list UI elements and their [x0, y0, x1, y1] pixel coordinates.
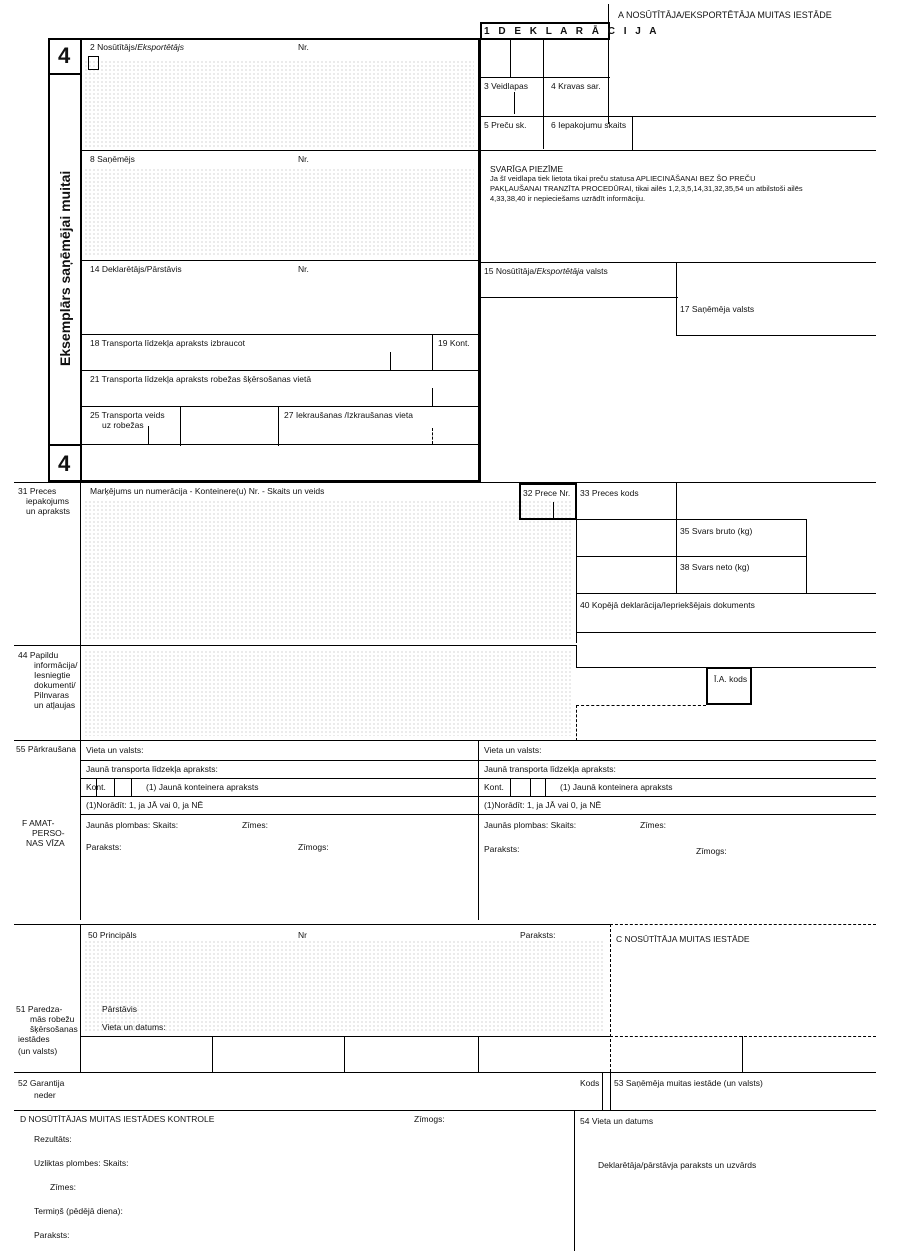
box50-sign: Paraksts: — [520, 930, 556, 940]
box52-label-2: neder — [34, 1090, 56, 1100]
rule — [576, 705, 577, 741]
box44-label-4: dokumenti/ — [34, 680, 76, 690]
rule — [80, 260, 480, 261]
copy-number-bottom: 4 — [58, 451, 71, 476]
box-d-seals: Uzliktas plombes: Skaits: — [34, 1158, 129, 1168]
rule — [510, 40, 511, 78]
box52-label-1: 52 Garantija — [18, 1078, 65, 1088]
box44-label-5: Pilnvaras — [34, 690, 69, 700]
rule — [14, 740, 876, 741]
rule — [576, 519, 806, 520]
box27-label: 27 Iekraušanas /Izkraušanas vieta — [284, 410, 413, 420]
box-f-sign-right: Paraksts: — [484, 844, 520, 854]
box55-container-right: (1) Jaunā konteinera apraksts — [560, 782, 673, 792]
rule — [80, 740, 81, 920]
rule — [676, 335, 876, 336]
box51-label-3: šķērsošanas — [30, 1024, 78, 1034]
box-c-label: C NOSŪTĪTĀJA MUITAS IESTĀDE — [616, 934, 750, 944]
rule — [432, 334, 433, 371]
box-d-result: Rezultāts: — [34, 1134, 72, 1144]
rule — [14, 924, 610, 925]
box50-representative: Pārstāvis — [102, 1004, 137, 1014]
scan-noise — [84, 60, 474, 148]
rule — [543, 40, 544, 78]
box4-label: 4 Kravas sar. — [551, 81, 601, 91]
box2-label — [90, 42, 184, 52]
rule — [80, 150, 876, 151]
rule — [80, 924, 81, 1072]
box3-label: 3 Veidlapas — [484, 81, 528, 91]
box50-nr: Nr — [298, 930, 307, 940]
rule — [610, 1036, 876, 1037]
rule — [80, 796, 876, 797]
rule — [80, 370, 480, 371]
box55-note-left: (1)Norādīt: 1, ja JĀ vai 0, ja NĒ — [86, 800, 204, 810]
box-f-label-3: NAS VĪZA — [26, 838, 65, 848]
box-f-seals-right: Jaunās plombas: Skaits: — [484, 820, 577, 830]
note-line-2: PAKĻAUŠANAI TRANZĪTA PROCEDŪRAI, tikai ailēs 1,2,3,5,14,31,32,35,54 un atbilstoši ailēs — [490, 184, 803, 193]
box51-label-5: (un valsts) — [18, 1046, 58, 1056]
rule — [480, 77, 610, 78]
box15-label-italic: Eksportētāja — [536, 266, 584, 276]
rule — [576, 705, 706, 706]
box55-place-left: Vieta un valsts: — [86, 745, 144, 755]
rule — [48, 444, 82, 446]
rule — [576, 645, 577, 667]
rule — [602, 1072, 603, 1110]
scan-noise — [84, 500, 572, 640]
rule — [80, 760, 876, 761]
box2-label-text: 2 Nosūtītājs/ — [90, 42, 138, 52]
box8-nr: Nr. — [298, 154, 309, 164]
box-d-sign: Paraksts: — [34, 1230, 70, 1240]
box-f-marks-right: Zīmes: — [640, 820, 666, 830]
declaration-title: 1 D E K L A R Ā C I J A — [484, 26, 660, 37]
copy-vertical-label: Eksemplārs saņēmējai muitai — [57, 170, 73, 366]
box21-label: 21 Transporta līdzekļa apraksts robežas šķērsošanas vietā — [90, 374, 312, 384]
rule — [390, 352, 391, 370]
rule — [80, 778, 876, 779]
box55-kont-left: Kont. — [86, 782, 106, 792]
rule — [432, 428, 433, 444]
box55-transport-right: Jaunā transporta līdzekļa apraksts: — [484, 764, 616, 774]
box-f-stamp-right: Zīmogs: — [696, 846, 727, 856]
box51-label-2: mās robežu — [30, 1014, 75, 1024]
box-d-title: D NOSŪTĪTĀJAS MUITAS IESTĀDES KONTROLE — [20, 1114, 215, 1124]
box-f-marks-left: Zīmes: — [242, 820, 268, 830]
box-d-stamp: Zīmogs: — [414, 1114, 445, 1124]
box15-label — [484, 266, 608, 276]
rule — [148, 426, 149, 444]
rule — [180, 406, 181, 446]
rule — [80, 814, 876, 815]
box50-place-date: Vieta un datums: — [102, 1022, 166, 1032]
box-f-label-2: PERSO- — [32, 828, 65, 838]
rule — [478, 740, 479, 920]
rule — [543, 77, 544, 149]
rule — [80, 482, 81, 740]
rule — [576, 483, 577, 643]
rule — [574, 1110, 575, 1251]
rule — [742, 1036, 743, 1072]
rule — [576, 632, 876, 633]
box33-label: 33 Preces kods — [580, 488, 639, 498]
box54-label: 54 Vieta un datums — [580, 1116, 654, 1126]
box51-label-4: iestādes — [18, 1034, 50, 1044]
rule — [610, 1072, 611, 1110]
note-title: SVARĪGA PIEZĪME — [490, 164, 564, 174]
rule — [530, 778, 531, 796]
rule — [676, 483, 677, 519]
scan-noise — [84, 168, 474, 256]
copy-number-top: 4 — [58, 43, 71, 68]
rule — [80, 1036, 610, 1037]
box40-label: 40 Kopējā deklarācija/Iepriekšējais dokuments — [580, 600, 755, 610]
box55-place-right: Vieta un valsts: — [484, 745, 542, 755]
box50-label: 50 Principāls — [88, 930, 137, 940]
box44-label-3: Iesniegtie — [34, 670, 71, 680]
box-d-marks: Zīmes: — [50, 1182, 76, 1192]
box44-label-1: 44 Papildu — [18, 650, 59, 660]
box51-label-1: 51 Paredza- — [16, 1004, 63, 1014]
box18-label: 18 Transporta līdzekļa apraksts izbraucot — [90, 338, 245, 348]
rule — [632, 116, 633, 150]
box31-description: Marķējums un numerācija - Konteinere(u) Nr. - Skaits un veids — [90, 486, 325, 496]
rule — [212, 1036, 213, 1072]
scan-noise — [84, 940, 604, 1032]
rule — [14, 645, 577, 646]
box8-label: 8 Saņēmējs — [90, 154, 135, 164]
box54-sign: Deklarētāja/pārstāvja paraksts un uzvārds — [598, 1160, 757, 1170]
box19-label: 19 Kont. — [438, 338, 470, 348]
rule — [480, 262, 876, 263]
rule — [514, 92, 515, 114]
box-d-term: Termiņš (pēdējā diena): — [34, 1206, 123, 1216]
box52-code: Kods — [580, 1078, 600, 1088]
box55-container-left: (1) Jaunā konteinera apraksts — [146, 782, 259, 792]
box25-label-2: uz robežas — [102, 420, 144, 430]
note-line-1: Ja šī veidlapa tiek lietota tikai preču statusa APLIECINĀŠANAI BEZ ŠO PREČU — [490, 174, 756, 183]
box53-label: 53 Saņēmēja muitas iestāde (un valsts) — [614, 1078, 763, 1088]
box44-code: Ī.A. kods — [714, 674, 748, 684]
box-a-label: A NOSŪTĪTĀJA/EKSPORTĒTĀJA MUITAS IESTĀDE — [618, 10, 832, 20]
box44-label-2: informācija/ — [34, 660, 78, 670]
scan-noise — [84, 650, 572, 736]
box55-kont-right: Kont. — [484, 782, 504, 792]
rule — [14, 482, 876, 483]
rule — [576, 593, 876, 594]
box-f-seals-left: Jaunās plombas: Skaits: — [86, 820, 179, 830]
rule — [480, 116, 876, 117]
box2-nr: Nr. — [298, 42, 309, 52]
rule — [80, 406, 480, 407]
rule — [80, 334, 480, 335]
box32-label: 32 Prece Nr. — [523, 488, 571, 498]
rule — [278, 406, 279, 446]
rule — [480, 297, 678, 298]
rule — [80, 444, 480, 445]
rule — [676, 262, 677, 336]
rule — [610, 924, 876, 925]
rule — [114, 778, 115, 796]
note-line-3: 4,33,38,40 ir nepieciešams uzrādīt informāciju. — [490, 194, 646, 203]
kont-box — [510, 778, 546, 797]
box25-label-1: 25 Transporta veids — [90, 410, 165, 420]
rule — [480, 22, 481, 482]
box6-label: 6 Iepakojumu skaits — [551, 120, 627, 130]
box15-label-text: 15 Nosūtītāja/ — [484, 266, 537, 276]
box-f-stamp-left: Zīmogs: — [298, 842, 329, 852]
box17-label: 17 Saņēmēja valsts — [680, 304, 755, 314]
rule — [576, 556, 806, 557]
box-f-sign-left: Paraksts: — [86, 842, 122, 852]
box31-label-1: 31 Preces — [18, 486, 57, 496]
rule — [14, 1072, 876, 1073]
rule — [14, 1110, 876, 1111]
box55-note-right: (1)Norādīt: 1, ja JĀ vai 0, ja NĒ — [484, 800, 602, 810]
box2-label-italic: Eksportētājs — [137, 42, 185, 52]
code-box — [706, 667, 752, 705]
rule — [610, 924, 611, 1072]
box55-label: 55 Pārkraušana — [16, 744, 77, 754]
box14-label: 14 Deklarētājs/Pārstāvis — [90, 264, 182, 274]
rule — [432, 388, 433, 406]
box5-label: 5 Preču sk. — [484, 120, 527, 130]
box31-label-3: un apraksts — [26, 506, 70, 516]
rule — [806, 519, 807, 593]
box14-nr: Nr. — [298, 264, 309, 274]
box38-label: 38 Svars neto (kg) — [680, 562, 750, 572]
box-f-label-1: F AMAT- — [22, 818, 55, 828]
box55-transport-left: Jaunā transporta līdzekļa apraksts: — [86, 764, 218, 774]
box15-label-end: valsts — [583, 266, 608, 276]
rule — [478, 1036, 479, 1072]
box31-label-2: iepakojums — [26, 496, 69, 506]
rule — [344, 1036, 345, 1072]
box44-label-6: un atļaujas — [34, 700, 76, 710]
rule — [48, 73, 82, 75]
box35-label: 35 Svars bruto (kg) — [680, 526, 753, 536]
